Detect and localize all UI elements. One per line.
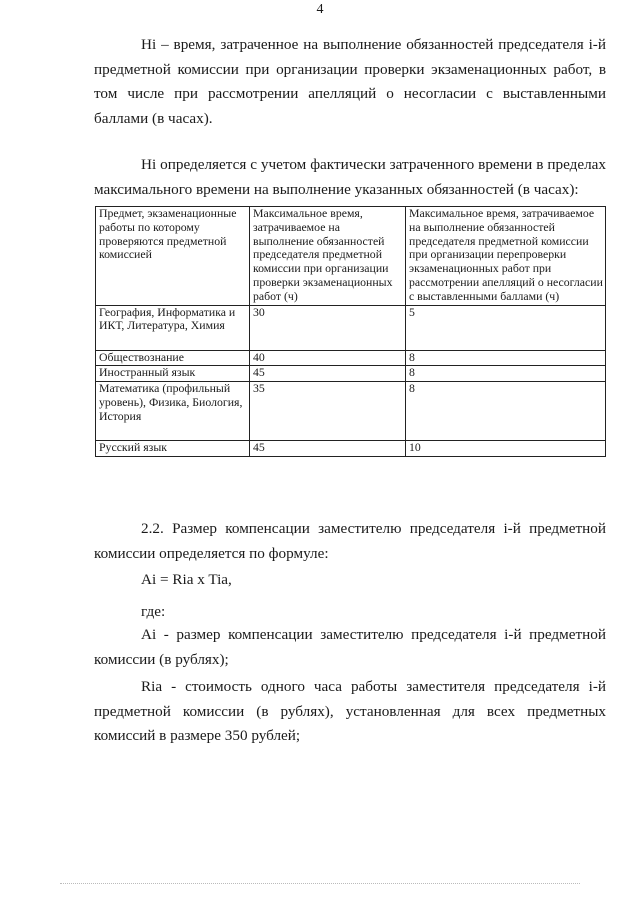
table-cell-check: 45: [250, 366, 406, 382]
table-cell-check: 35: [250, 382, 406, 441]
hi-determined-paragraph: [94, 153, 606, 202]
table-cell-subject: Иностранный язык: [96, 366, 250, 382]
section-2-2-intro: 2.2. Размер компенсации заместителю председателя i-й предметной комиссии определяется по формуле:: [94, 520, 606, 562]
table-header-recheck-time: Максимальное время, затрачиваемое на выполнение обязанностей председателя предметной комиссии при организации перепроверки экзаменационных работ при рассмотрении апелляций о несогласии с выставленными баллами (ч): [406, 207, 606, 306]
footer-rule: [60, 883, 580, 884]
table-cell-recheck: 5: [406, 305, 606, 350]
table-header-subject: Предмет, экзаменационные работы по которому проверяются предметной комиссией: [96, 207, 250, 306]
hi-definition-text: Hi – время, затраченное на выполнение обязанностей председателя i-й предметной комиссии при организации проверки экзаменационных работ, в том числе при рассмотрении апелляций о несогласии с выставленными баллами (в часах).: [94, 36, 606, 127]
table-row: [96, 350, 606, 366]
table-cell-check: 30: [250, 305, 406, 350]
formula-paragraph: [94, 568, 606, 593]
compensation-formula: Ai = Ria x Tia,: [141, 571, 232, 588]
table-cell-recheck: 8: [406, 382, 606, 441]
max-time-table-wrapper: [95, 206, 605, 457]
table-cell-recheck: 10: [406, 441, 606, 457]
max-time-table: [95, 206, 606, 457]
hi-definition-paragraph: [94, 33, 606, 131]
table-cell-subject: Математика (профильный уровень), Физика, Биология, История: [96, 382, 250, 441]
table-header-row: [96, 207, 606, 306]
table-cell-check: 40: [250, 350, 406, 366]
table-row: [96, 366, 606, 382]
page-number: 4: [316, 2, 324, 17]
where-label: где:: [141, 603, 166, 620]
table-cell-subject: Обществознание: [96, 350, 250, 366]
table-cell-check: 45: [250, 441, 406, 457]
section-2-2-paragraph: [94, 517, 606, 566]
where-paragraph: [94, 600, 606, 625]
table-cell-subject: География, Информатика и ИКТ, Литература, Химия: [96, 305, 250, 350]
table-row: [96, 441, 606, 457]
ai-definition-text: Ai - размер компенсации заместителю председателя i-й предметной комиссии (в рублях);: [94, 626, 606, 668]
table-cell-recheck: 8: [406, 350, 606, 366]
table-cell-recheck: 8: [406, 366, 606, 382]
table-header-check-time: Максимальное время, затрачиваемое на выполнение обязанностей председателя предметной комиссии при организации проверки экзаменационных работ (ч): [250, 207, 406, 306]
table-cell-subject: Русский язык: [96, 441, 250, 457]
ai-definition-paragraph: [94, 623, 606, 672]
table-row: [96, 382, 606, 441]
ria-definition-text: Ria - стоимость одного часа работы заместителя председателя i-й предметной комиссии (в рублях), установленная для всех предметных комиссий в размере 350 рублей;: [94, 678, 606, 744]
table-row: [96, 305, 606, 350]
ria-definition-paragraph: [94, 675, 606, 749]
hi-determined-text: Hi определяется с учетом фактически затраченного времени в пределах максимального времени на выполнение указанных обязанностей (в часах):: [94, 156, 606, 198]
